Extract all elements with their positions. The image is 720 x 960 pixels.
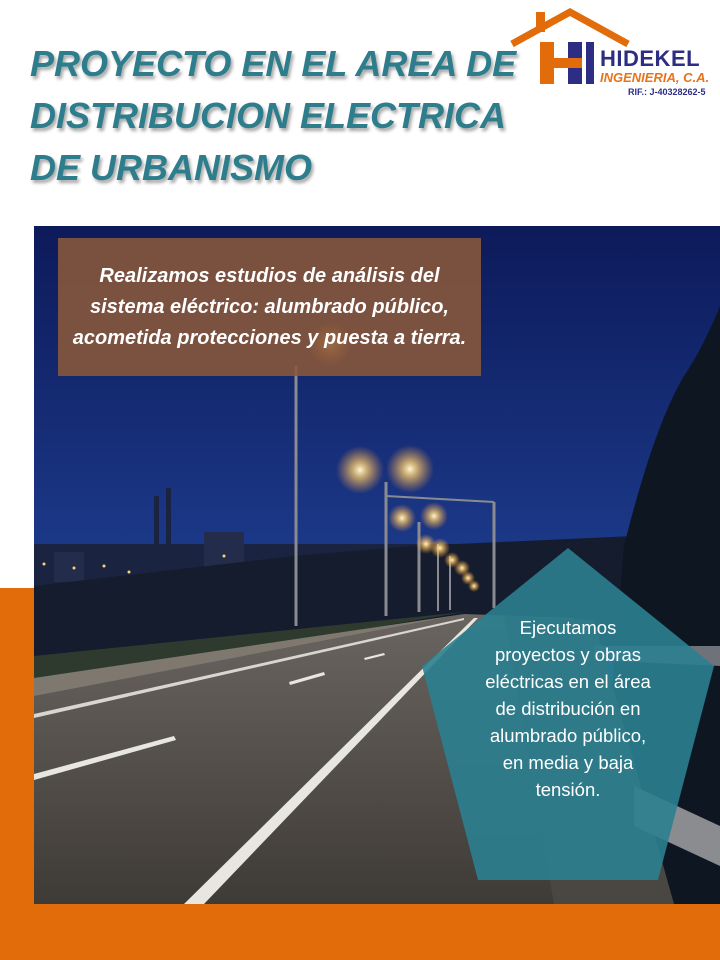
logo-name: HIDEKEL bbox=[600, 46, 701, 71]
logo-subtitle: INGENIERIA, C.A. bbox=[600, 70, 710, 85]
projects-info-pentagon bbox=[420, 548, 716, 880]
projects-info-text: Ejecutamos proyectos y obras eléctricas en el área de distribución en alumbrado público, en media y baja tensión. bbox=[485, 617, 651, 800]
analysis-info-text: Realizamos estudios de análisis del sistema eléctrico: alumbrado público, acometida protecciones y puesta a tierra. bbox=[72, 264, 467, 349]
company-logo bbox=[510, 6, 716, 102]
analysis-info-box bbox=[58, 238, 481, 376]
logo-rif: RIF.: J-40328262-5 bbox=[628, 87, 706, 97]
page-title: PROYECTO EN EL AREA DE DISTRIBUCION ELECTRICA DE URBANISMO bbox=[30, 43, 517, 188]
